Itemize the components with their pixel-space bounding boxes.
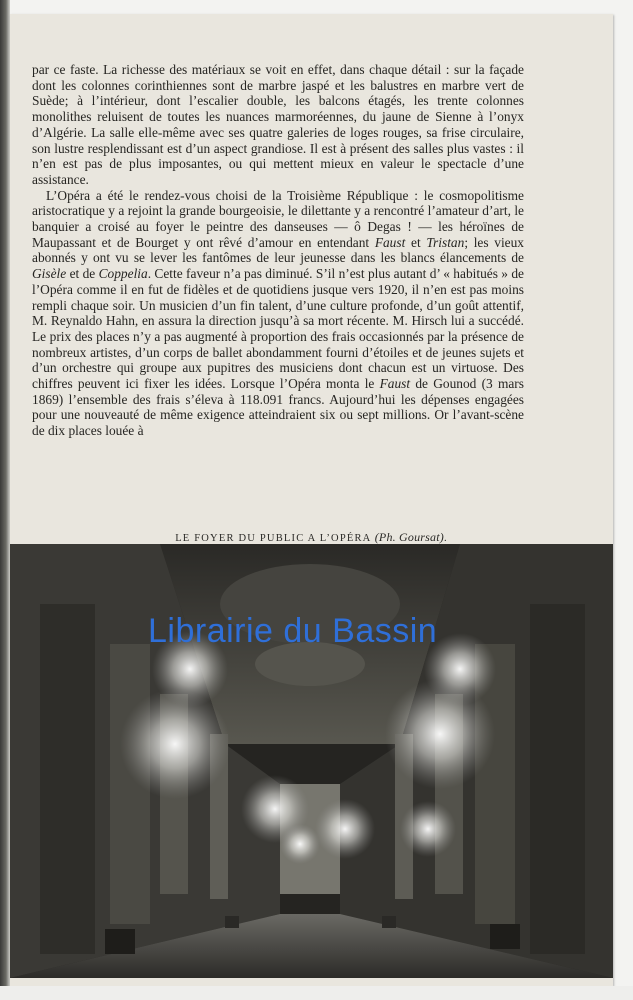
title-faust: Faust — [374, 234, 406, 250]
photo-foyer-opera — [10, 544, 613, 978]
photo-caption: LE FOYER DU PUBLIC A L’OPÉRA (Ph. Goursat). — [175, 530, 448, 544]
background-margin — [0, 986, 633, 1000]
title-coppelia: Coppelia — [98, 266, 148, 282]
watermark-text: Librairie du Bassin — [148, 612, 438, 650]
title-gisele: Gisèle — [32, 266, 67, 282]
title-faust-gounod: Faust — [379, 376, 411, 392]
article-text — [32, 62, 524, 439]
photo-credit: (Ph. Goursat) — [374, 530, 444, 544]
paragraph-1: par ce faste. La richesse des matériaux se voit en effet, dans chaque détail : sur la façade dont les colonnes corinthiennes sont de marbre jaspé et les balustres en marbre vert de Suède; à l’intérieur, dont l’escalier double, les balcons étagés, les trente colonnes monolithes reluisent de toutes les nuances marmoréennes, du jaune de Sienne à l’onyx d’Algérie. La salle elle-même avec ses quatre galeries de loges rouges, sa frise circulaire, son lustre resplendissant est d’un aspect grandiose. Il est à présent des salles plus vastes : il n’en est pas de plus imposantes, ou qui mettent mieux en valeur le spectacle d’une assistance. — [32, 62, 524, 187]
paragraph-2: L’Opéra a été le rendez-vous choisi de la Troisième République : le cosmopolitisme aristocratique y a rejoint la grande bourgeoisie, le dilettante y a rencontré l’amateur d’art, le banquier a croisé au foyer le peintre des danseuses — ô Degas ! — les héroïnes de Maupassant et de Bourget y ont rêvé d’amour en entendant Faust et Tristan; les vieux abonnés y ont vu se lever les fantômes de leur jeunesse dans les blancs élancements de Gisèle et de Coppelia. Cette faveur n’a pas diminué. S’il n’est plus autant d’ « habitués » de l’Opéra comme il en fut de fidèles et de quotidiens jusque vers 1920, il n’en est pas moins rempli chaque soir. Un musicien d’un fin talent, d’une culture profonde, d’un goût attentif, M. Reynaldo Hahn, en assura la direction jusqu’à sa mort récente. M. Hirsch lui a succédé. Le prix des places n’y a pas augmenté à proportion des frais occasionnés par la présence de nombreux artistes, d’un corps de ballet abondamment fourni d’étoiles et de jeunes sujets et d’un orchestre qui groupe aux pupitres des musiciens dont chacun est un virtuose. Des chiffres peuvent ici fixer les idées. Lorsque l’Opéra monta le Faust de Gounod (3 mars 1869) l’ensemble des frais s’éleva à 118.091 francs. Aujourd’hui les dépenses engagées pour une nouveauté de même exigence atteindraient six ou sept millions. Or l’avant-scène de dix places louée à — [32, 187, 525, 439]
book-binding-edge — [0, 0, 10, 1000]
title-tristan: Tristan — [426, 234, 465, 250]
foyer-photo-drawing — [10, 544, 613, 978]
